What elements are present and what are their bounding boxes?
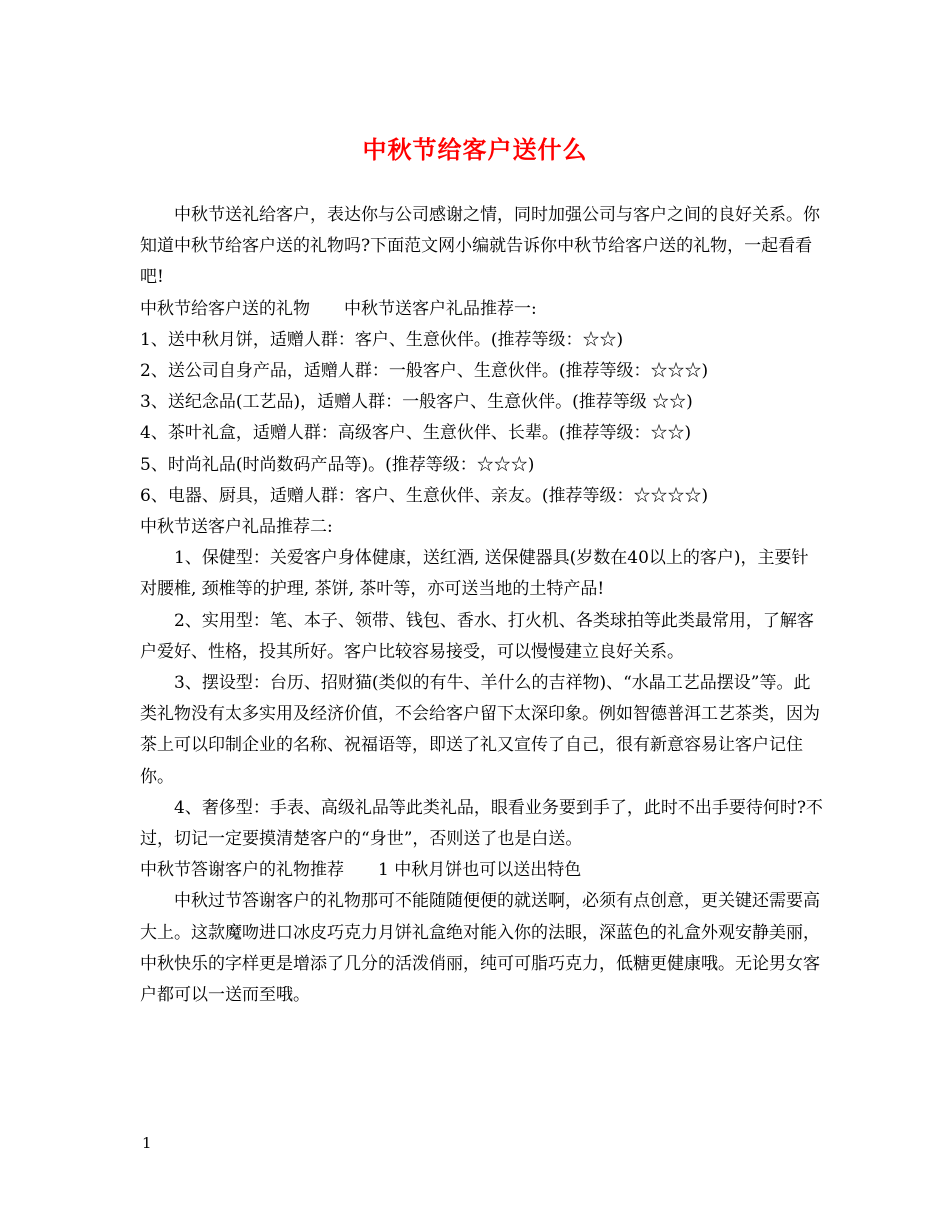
list2-item-health: 1、保健型：关爱客户身体健康，送红酒, 送保健器具(岁数在40以上的客户)，主要针对腰椎, 颈椎等的护理, 茶饼, 茶叶等，亦可送当地的土特产品! [140, 548, 809, 600]
section2-heading: 中秋节送客户礼品推荐二: [140, 517, 333, 538]
list1-item: 5、时尚礼品(时尚数码产品等)。(推荐等级：☆☆☆) [140, 454, 535, 475]
list1-item: 4、茶叶礼盒，适赠人群：高级客户、生意伙伴、长辈。(推荐等级：☆☆) [140, 423, 692, 444]
page-number: 1 [142, 1134, 152, 1152]
list2-item-practical: 2、实用型：笔、本子、领带、钱包、香水、打火机、各类球拍等此类最常用，了解客户爱好、性格，投其所好。客户比较容易接受，可以慢慢建立良好关系。 [140, 610, 814, 662]
list2-item-decorative: 3、摆设型：台历、招财猫(类似的有牛、羊什么的吉祥物)、“水晶工艺品摆设”等。此类礼物没有太多实用及经济价值，不会给客户留下太深印象。例如智德普洱工艺茶类，因为茶上可以印制企业的名称、祝福语等，即送了礼又宣传了自己，很有新意容易让客户记住你。 [140, 673, 820, 787]
document-title: 中秋节给客户送什么 [362, 135, 588, 164]
section3-paragraph: 中秋过节答谢客户的礼物那可不能随随便便的就送啊，必须有点创意，更关键还需要高大上。这款魔吻进口冰皮巧克力月饼礼盒绝对能入你的法眼，深蓝色的礼盒外观安静美丽，中秋快乐的字样更是增添了几分的活泼俏丽，纯可可脂巧克力，低糖更健康哦。无论男女客户都可以一送而至哦。 [140, 891, 820, 1006]
list1-item: 2、送公司自身产品，适赠人群：一般客户、生意伙伴。(推荐等级：☆☆☆) [140, 361, 709, 382]
section3-heading: 中秋节答谢客户的礼物推荐 1 中秋月饼也可以送出特色 [140, 860, 582, 881]
intro-paragraph: 中秋节送礼给客户，表达你与公司感谢之情，同时加强公司与客户之间的良好关系。你知道中秋节给客户送的礼物吗?下面范文网小编就告诉你中秋节给客户送的礼物，一起看看吧! [140, 205, 820, 288]
document-body [140, 200, 825, 1011]
list1-item: 6、电器、厨具，适赠人群：客户、生意伙伴、亲友。(推荐等级：☆☆☆☆) [140, 485, 709, 506]
list1-item: 1、送中秋月饼，适赠人群：客户、生意伙伴。(推荐等级：☆☆) [140, 329, 624, 350]
list2-item-luxury: 4、奢侈型：手表、高级礼品等此类礼品，眼看业务要到手了，此时不出手要待何时?不过，切记一定要摸清楚客户的“身世”，否则送了也是白送。 [140, 797, 823, 850]
list1-item: 3、送纪念品(工艺品)，适赠人群：一般客户、生意伙伴。(推荐等级 ☆☆) [140, 392, 693, 413]
section1-heading: 中秋节给客户送的礼物 中秋节送客户礼品推荐一: [140, 298, 537, 319]
